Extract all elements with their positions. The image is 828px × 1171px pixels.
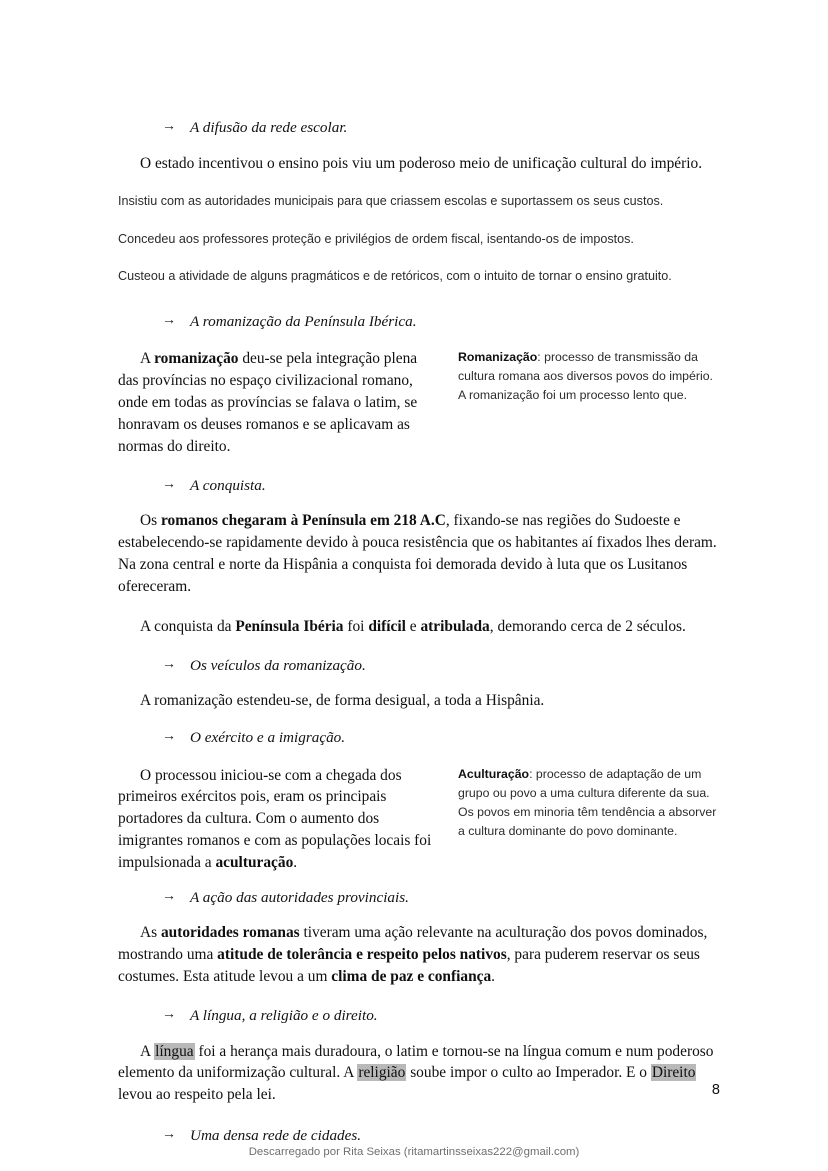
paragraph-romanos-chegaram [118,510,720,598]
text-fragment: foi [343,617,369,635]
highlight-religiao: religião [358,1064,406,1082]
paragraph-autoridades-romanas [118,922,720,988]
heading-densa-rede-cidades [118,1126,720,1147]
heading-autoridades-label: A ação das autoridades provinciais. [190,888,409,906]
highlight-direito: Direito [651,1064,696,1082]
page-number: 8 [711,1082,720,1098]
text-fragment: , para puderem reservar os seus costumes. Esta atitude levou a um [118,946,700,986]
bold-clima-paz: clima de paz e confiança [331,968,492,986]
text-fragment: e [405,617,421,635]
paragraph-estado-incentivou: O estado incentivou o ensino pois viu um poderoso meio de unificação cultural do império. [140,154,703,172]
sidenote-term-romanizacao: Romanização [458,350,538,365]
footer-download-credit: Descarregado por Rita Seixas (ritamartinsseixas222@gmail.com) [248,1146,580,1158]
text-fragment: , fixando-se nas regiões do Sudoeste e estabelecendo-se rapidamente devido à pouca resistência que os habitantes aí fixados lhes deram. Na zona central e norte da Hispânia a conquista foi demorada devido à luta que os Lusitanos ofereceram. [118,512,717,595]
highlight-lingua: língua [155,1042,194,1060]
arrow-bullet-icon: → [162,656,176,672]
column-right-romanizacao [436,348,720,405]
paragraph-conquista-dificil [118,616,720,638]
heading-difusao-label: A difusão da rede escolar. [190,119,348,136]
note-custeou-atividade: Custeou a atividade de alguns pragmáticos e de retóricos, com o intuito de tornar o ensino gratuito. [118,268,672,283]
bold-autoridades-romanas: autoridades romanas [160,924,300,942]
text-fragment: O processou iniciou-se com a chegada dos primeiros exércitos pois, eram os principais portadores da cultura. Com o aumento dos imigrantes romanos e com as populações locais foi impulsionada a [118,766,432,871]
two-column-exercito [118,765,720,874]
heading-romanizacao-peninsula [118,312,720,333]
text-fragment: tiveram uma ação relevante na aculturação dos povos dominados, mostrando uma [118,924,708,964]
text-fragment: , demorando cerca de 2 séculos. [489,617,686,635]
column-left-exercito [118,765,436,874]
text-fragment: A conquista da [140,617,236,635]
heading-cidades-label: Uma densa rede de cidades. [190,1127,362,1145]
paragraph-romanizacao-estendeu: A romanização estendeu-se, de forma desigual, a toda a Hispânia. [140,692,545,710]
heading-conquista-label: A conquista. [190,476,266,494]
paragraph-romanizacao-integracao [118,348,436,457]
bold-aculturacao: aculturação [215,854,294,871]
text-fragment: soube impor o culto ao Imperador. E o [406,1064,651,1082]
note-insistiu-autoridades: Insistiu com as autoridades municipais para que criassem escolas e suportassem os seus custos. [118,194,664,209]
heading-exercito-imigracao [118,728,720,749]
heading-veiculos-label: Os veículos da romanização. [190,656,366,674]
text-fragment: As [140,924,161,942]
heading-romanizacao-label: A romanização da Península Ibérica. [190,312,417,330]
heading-veiculos-romanizacao [118,656,720,677]
sidenote-term-aculturacao: Aculturação [458,766,530,781]
arrow-bullet-icon: → [162,312,176,328]
text-fragment: A [140,350,155,368]
text-fragment: Os [140,512,161,530]
arrow-bullet-icon: → [162,1127,176,1143]
heading-difusao-rede-escolar [118,118,720,139]
column-right-exercito [436,765,720,841]
heading-lingua-religiao-direito [118,1006,720,1027]
bold-atribulada: atribulada [420,617,490,635]
bold-romanos-chegaram: romanos chegaram à Península em 218 A.C [160,512,446,530]
sidenote-body-romanizacao: : processo de transmissão da cultura romana aos diversos povos do império. A romanização foi um processo lento que. [458,350,713,403]
text-fragment: A [140,1042,155,1060]
text-fragment: . [293,854,298,871]
two-column-romanizacao [118,348,720,457]
bold-romanizacao: romanização [154,350,239,368]
column-left-romanizacao [118,348,436,457]
sidenote-body-aculturacao: : processo de adaptação de um grupo ou povo a uma cultura diferente da sua. Os povos em minoria têm tendência a absorver a cultura dominante do povo dominante. [458,766,717,838]
text-fragment: foi a herança mais duradoura, o latim e tornou-se na língua comum e num poderoso elemento da uniformização cultural. A [118,1042,714,1082]
heading-exercito-label: O exército e a imigração. [190,728,346,746]
bold-dificil: difícil [368,617,406,635]
arrow-bullet-icon: → [162,1007,176,1023]
text-fragment: . [491,968,496,986]
heading-a-conquista [118,476,720,497]
arrow-bullet-icon: → [162,476,176,492]
arrow-bullet-icon: → [162,119,176,134]
heading-lingua-label: A língua, a religião e o direito. [190,1007,378,1025]
heading-acao-autoridades-provinciais [118,888,720,909]
sidenote-aculturacao-definition [458,765,720,841]
paragraph-processou-iniciou [118,765,436,874]
sidenote-romanizacao-definition [458,348,720,405]
arrow-bullet-icon: → [162,728,176,744]
bold-atitude-tolerancia: atitude de tolerância e respeito pelos nativos [217,946,507,964]
paragraph-lingua-heranca [118,1041,720,1107]
arrow-bullet-icon: → [162,888,176,904]
bold-peninsula-iberia: Península Ibéria [235,617,344,635]
text-fragment: levou ao respeito pela lei. [118,1086,276,1104]
text-fragment: deu-se pela integração plena das províncias no espaço civilizacional romano, onde em todas as províncias se falava o latim, se honravam os deuses romanos e se aplicavam as normas do direito. [118,350,418,455]
note-concedeu-professores: Concedeu aos professores proteção e privilégios de ordem fiscal, isentando-os de impostos. [118,231,634,246]
